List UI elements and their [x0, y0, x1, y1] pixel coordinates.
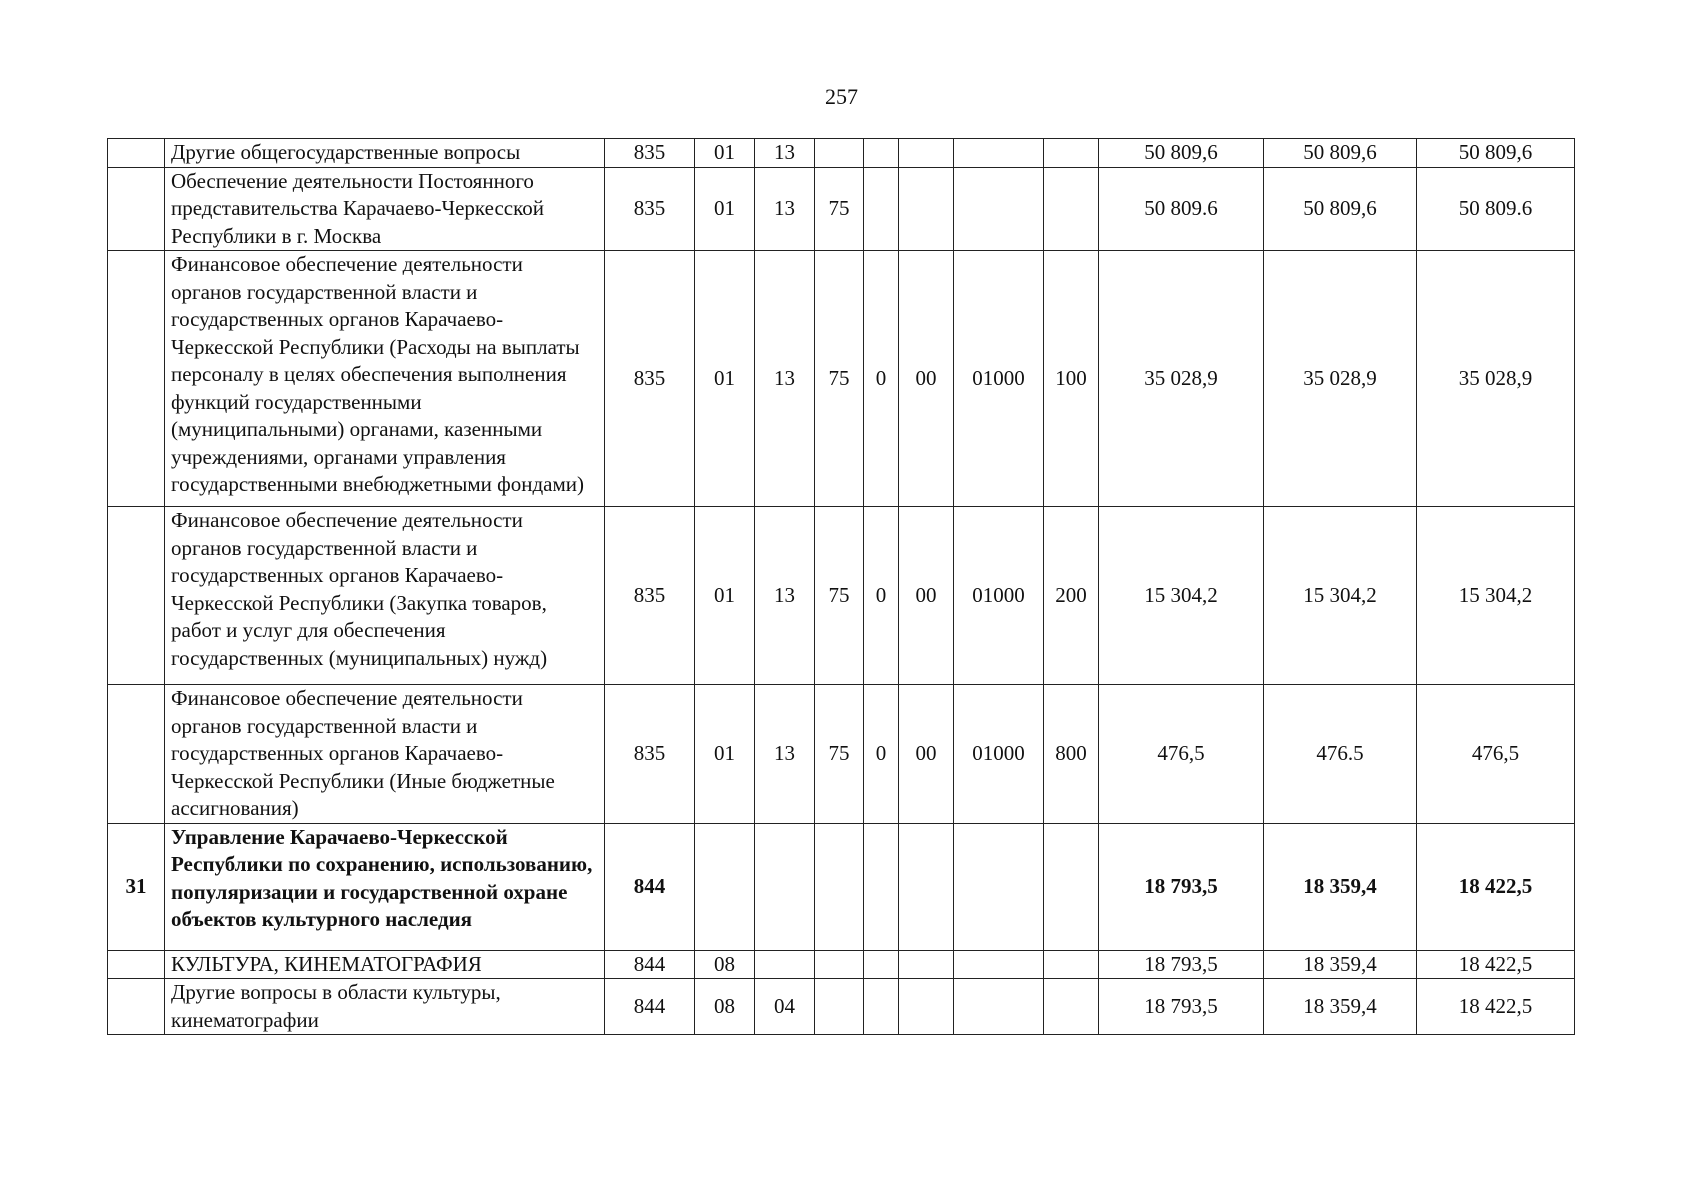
code-subprogram-cell: [864, 950, 899, 979]
table-row: [108, 139, 1575, 168]
row-name-cell: Управление Карачаево-Черкесской Республики по сохранению, использованию, популяризации и государственной охране объектов культурного наследия: [165, 823, 605, 950]
code-expense-type-cell: [1044, 167, 1099, 251]
code-ministry-cell: 844: [605, 979, 695, 1035]
amount-year2-cell: 50 809,6: [1264, 139, 1417, 168]
code-program-cell: [815, 979, 864, 1035]
code-program-cell: [815, 139, 864, 168]
code-event-cell: 00: [899, 685, 954, 824]
row-name-cell: Другие вопросы в области культуры, кинематографии: [165, 979, 605, 1035]
row-name-cell: КУЛЬТУРА, КИНЕМАТОГРАФИЯ: [165, 950, 605, 979]
code-event-cell: [899, 950, 954, 979]
code-section-cell: 01: [695, 167, 755, 251]
amount-year1-cell: 18 793,5: [1099, 950, 1264, 979]
amount-year2-cell: 18 359,4: [1264, 950, 1417, 979]
amount-year3-cell: 15 304,2: [1417, 507, 1575, 685]
code-program-cell: 75: [815, 251, 864, 507]
table-row: [108, 167, 1575, 251]
row-name-cell: Финансовое обеспечение деятельности органов государственной власти и государственных органов Карачаево-Черкесской Республики (Иные бюджетные ассигнования): [165, 685, 605, 824]
amount-year1-cell: 50 809,6: [1099, 139, 1264, 168]
code-subprogram-cell: 0: [864, 685, 899, 824]
row-name-cell: Другие общегосударственные вопросы: [165, 139, 605, 168]
amount-year3-cell: 18 422,5: [1417, 979, 1575, 1035]
code-subprogram-cell: 0: [864, 251, 899, 507]
amount-year3-cell: 35 028,9: [1417, 251, 1575, 507]
amount-year2-cell: 15 304,2: [1264, 507, 1417, 685]
amount-year1-cell: 15 304,2: [1099, 507, 1264, 685]
code-event-cell: [899, 823, 954, 950]
amount-year2-cell: 476.5: [1264, 685, 1417, 824]
code-ministry-cell: 835: [605, 685, 695, 824]
code-direction-cell: [954, 823, 1044, 950]
code-subprogram-cell: [864, 823, 899, 950]
code-event-cell: [899, 979, 954, 1035]
table-row: [108, 685, 1575, 824]
table-row: [108, 979, 1575, 1035]
row-index-cell: [108, 950, 165, 979]
code-expense-type-cell: [1044, 950, 1099, 979]
budget-table: [107, 138, 1575, 1035]
amount-year1-cell: 50 809.6: [1099, 167, 1264, 251]
code-subsection-cell: [755, 823, 815, 950]
code-subsection-cell: 13: [755, 685, 815, 824]
code-ministry-cell: 835: [605, 167, 695, 251]
code-subprogram-cell: [864, 139, 899, 168]
code-section-cell: 01: [695, 139, 755, 168]
row-index-cell: [108, 251, 165, 507]
code-subsection-cell: 13: [755, 139, 815, 168]
code-section-cell: 08: [695, 950, 755, 979]
code-subprogram-cell: [864, 979, 899, 1035]
code-program-cell: 75: [815, 507, 864, 685]
code-expense-type-cell: [1044, 823, 1099, 950]
amount-year3-cell: 476,5: [1417, 685, 1575, 824]
code-section-cell: 01: [695, 507, 755, 685]
code-expense-type-cell: 200: [1044, 507, 1099, 685]
code-event-cell: [899, 167, 954, 251]
code-subprogram-cell: [864, 167, 899, 251]
amount-year3-cell: 18 422,5: [1417, 950, 1575, 979]
code-subsection-cell: 13: [755, 251, 815, 507]
code-subprogram-cell: 0: [864, 507, 899, 685]
table-row: [108, 950, 1575, 979]
row-name-cell: Финансовое обеспечение деятельности органов государственной власти и государственных органов Карачаево-Черкесской Республики (Закупка товаров, работ и услуг для обеспечения государственных (муниципальных) нужд): [165, 507, 605, 685]
amount-year2-cell: 35 028,9: [1264, 251, 1417, 507]
code-ministry-cell: 835: [605, 251, 695, 507]
amount-year2-cell: 50 809,6: [1264, 167, 1417, 251]
code-section-cell: 08: [695, 979, 755, 1035]
amount-year1-cell: 18 793,5: [1099, 979, 1264, 1035]
amount-year2-cell: 18 359,4: [1264, 823, 1417, 950]
code-event-cell: 00: [899, 507, 954, 685]
row-index-cell: 31: [108, 823, 165, 950]
code-subsection-cell: 13: [755, 507, 815, 685]
amount-year3-cell: 50 809,6: [1417, 139, 1575, 168]
code-program-cell: [815, 950, 864, 979]
table-row: [108, 507, 1575, 685]
code-subsection-cell: 13: [755, 167, 815, 251]
row-index-cell: [108, 139, 165, 168]
amount-year3-cell: 18 422,5: [1417, 823, 1575, 950]
amount-year1-cell: 35 028,9: [1099, 251, 1264, 507]
row-index-cell: [108, 685, 165, 824]
code-direction-cell: [954, 167, 1044, 251]
code-direction-cell: [954, 139, 1044, 168]
row-index-cell: [108, 507, 165, 685]
code-ministry-cell: 844: [605, 950, 695, 979]
code-event-cell: [899, 139, 954, 168]
code-ministry-cell: 835: [605, 507, 695, 685]
row-index-cell: [108, 979, 165, 1035]
table-row: [108, 823, 1575, 950]
code-subsection-cell: 04: [755, 979, 815, 1035]
code-section-cell: 01: [695, 685, 755, 824]
code-program-cell: [815, 823, 864, 950]
amount-year2-cell: 18 359,4: [1264, 979, 1417, 1035]
amount-year3-cell: 50 809.6: [1417, 167, 1575, 251]
code-expense-type-cell: 800: [1044, 685, 1099, 824]
code-program-cell: 75: [815, 685, 864, 824]
row-name-cell: Обеспечение деятельности Постоянного представительства Карачаево-Черкесской Республики в г. Москва: [165, 167, 605, 251]
amount-year1-cell: 476,5: [1099, 685, 1264, 824]
table-row: [108, 251, 1575, 507]
code-ministry-cell: 844: [605, 823, 695, 950]
code-section-cell: 01: [695, 251, 755, 507]
code-direction-cell: 01000: [954, 507, 1044, 685]
code-program-cell: 75: [815, 167, 864, 251]
code-subsection-cell: [755, 950, 815, 979]
row-name-cell: Финансовое обеспечение деятельности органов государственной власти и государственных органов Карачаево-Черкесской Республики (Расходы на выплаты персоналу в целях обеспечения выполнения функций государственными (муниципальными) органами, казенными учреждениями, органами управления государственными внебюджетными фондами): [165, 251, 605, 507]
code-section-cell: [695, 823, 755, 950]
code-event-cell: 00: [899, 251, 954, 507]
row-index-cell: [108, 167, 165, 251]
code-ministry-cell: 835: [605, 139, 695, 168]
code-direction-cell: 01000: [954, 685, 1044, 824]
amount-year1-cell: 18 793,5: [1099, 823, 1264, 950]
code-direction-cell: [954, 979, 1044, 1035]
page-number: 257: [825, 84, 858, 109]
code-direction-cell: [954, 950, 1044, 979]
code-expense-type-cell: 100: [1044, 251, 1099, 507]
code-expense-type-cell: [1044, 139, 1099, 168]
code-direction-cell: 01000: [954, 251, 1044, 507]
code-expense-type-cell: [1044, 979, 1099, 1035]
